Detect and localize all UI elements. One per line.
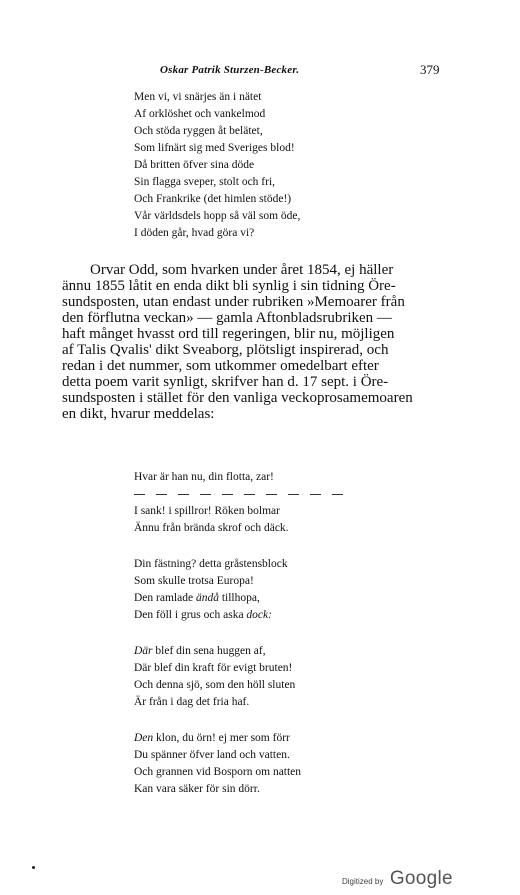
prose-line: redan i det nummer, som utkommer omedelbart efter [62,358,379,374]
poem-line: Din fästning? detta gråstensblock [134,558,288,570]
page-number: 379 [420,62,440,77]
dash-separator [134,486,349,503]
poem-line: Men vi, vi snärjes än i nätet [134,91,262,103]
running-head [0,64,520,84]
prose-line: ännu 1855 låtit en enda dikt bli synlig i sin tidning Öre- [62,278,396,294]
poem-line: Och Frankrike (det himlen stöde!) [134,193,292,205]
running-title: Oskar Patrik Sturzen-Becker. [160,64,300,76]
prose-line: en dikt, hvarur meddelas: [62,406,215,422]
poem-line [134,590,349,607]
prose-line: haft månget hvasst ord till regeringen, blir nu, möjligen [62,326,395,342]
poem-line: Vår världsdels hopp så väl som öde, [134,210,301,222]
emphasis-text: dock: [246,609,272,621]
stanza-break [134,711,349,730]
poem-line: Sin flagga sveper, stolt och fri, [134,176,276,188]
poem-stanza-top [134,89,300,242]
poem-line: Och stöda ryggen åt belätet, [134,125,263,137]
poem-line: Ännu från brända skrof och däck. [134,522,289,534]
poem-line [134,607,349,624]
poem-line: Och denna sjö, som den höll sluten [134,679,296,691]
digitized-label: Digitized by [342,877,384,886]
stanza-break [134,537,349,556]
digitized-watermark [342,868,453,890]
poem-text: blef din sena huggen af, [152,645,266,657]
poem-line: Af orklöshet och vankelmod [134,108,266,120]
prose-paragraph [62,262,460,422]
poem-line: Där blef din kraft för evigt bruten! [134,662,293,674]
poem-line: Och grannen vid Bosporn om natten [134,766,302,778]
poem-line: Kan vara säker för sin dörr. [134,783,260,795]
poem-text: tillhopa, [218,592,260,604]
quoted-poem [134,469,349,798]
emphasis-text: Den [134,732,154,744]
prose-line: Orvar Odd, som hvarken under året 1854, ej häller [90,262,394,278]
stanza-break [134,624,349,643]
poem-text: klon, du örn! ej mer som förr [153,732,290,744]
poem-line: I sank! i spillror! Röken bolmar [134,505,280,517]
poem-text: Den ramlade [134,592,196,604]
poem-line [134,643,349,660]
emphasis-text: Där [134,645,153,657]
poem-text: Den föll i grus och aska [134,609,247,621]
google-logo: Google [389,868,453,889]
prose-line: detta poem varit synligt, skrifver han d. 17 sept. i Öre- [62,374,389,390]
poem-line: Då britten öfver sina döde [134,159,255,171]
prose-line: sundsposten i stället för den vanliga veckoprosamemoaren [62,390,413,406]
prose-line: af Talis Qvalis' dikt Sveaborg, plötsligt inspirerad, och [62,342,389,358]
poem-line: Som skulle trotsa Europa! [134,575,254,587]
poem-line [134,730,349,747]
poem-line: Du spänner öfver land och vatten. [134,749,290,761]
poem-line: Är från i dag det fria haf. [134,696,250,708]
poem-line: I döden går, hvad göra vi? [134,227,255,239]
stray-mark [32,866,35,869]
emphasis-text: ändå [195,592,219,604]
poem-opening-line: Hvar är han nu, din flotta, zar! [134,471,274,483]
prose-line: den förflutna veckan» — gamla Aftonbladsrubriken — [62,310,392,326]
poem-line: Som lifnärt sig med Sveriges blod! [134,142,295,154]
prose-line: sundsposten, utan endast under rubriken »Memoarer från [62,294,405,310]
